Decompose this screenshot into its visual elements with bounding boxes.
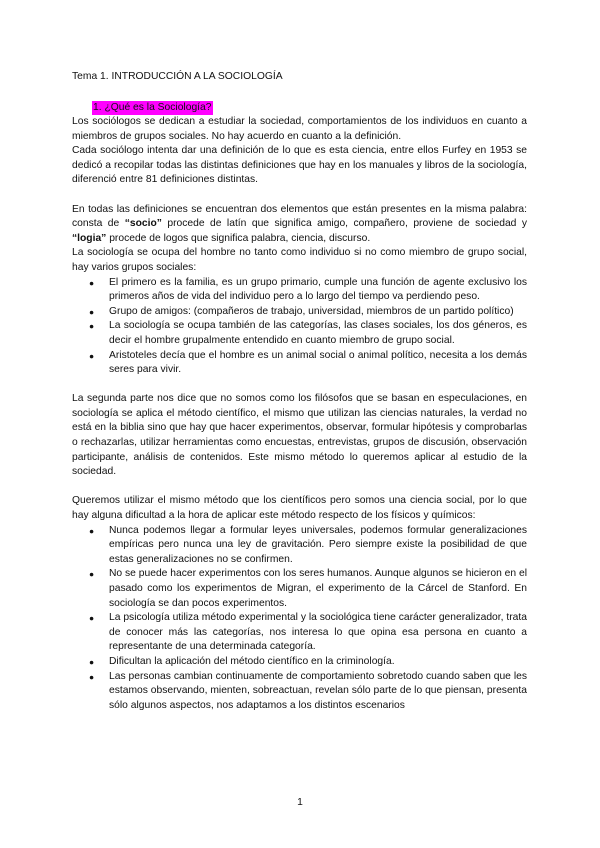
difficulty-list xyxy=(72,524,527,714)
definitions-text: procede de latín que significa amigo, compañero, proviene de sociedad y xyxy=(161,218,527,230)
difficulty-intro: Queremos utilizar el mismo método que los científicos pero somos una ciencia social, por lo que hay alguna dificultad a la hora de aplicar este método respecto de los físicos y químicos: xyxy=(72,495,527,522)
tema-title: Tema 1. INTRODUCCIÓN A LA SOCIOLOGÍA xyxy=(72,71,283,82)
intro-paragraph: Los sociólogos se dedican a estudiar la sociedad, comportamientos de los individuos en cuanto a miembros de grupos sociales. No hay acuerdo en cuanto a la definición. xyxy=(72,116,527,142)
list-item: ● Aristoteles decía que el hombre es un animal social o animal político, necesita a los demás seres para vivir. xyxy=(72,349,527,378)
definitions-paragraph xyxy=(72,203,527,247)
groups-intro: La sociología se ocupa del hombre no tanto como individuo si no como miembro de grupo social, hay varios grupos sociales: xyxy=(72,247,527,273)
intro-paragraph: Cada sociólogo intenta dar una definición de lo que es esta ciencia, entre ellos Furfey en 1953 se dedicó a recopilar todas las distintas definiciones que hay en los manuales y libros de la sociología, diferenció entre 81 definiciones distintas. xyxy=(72,145,527,186)
term-logia: “logia” xyxy=(72,232,107,244)
list-item: ● La psicología utiliza método experimental y la sociológica tiene carácter generalizador, trata de conocer más las categorías, nos interesa lo que opina esa persona en cuanto a representante de una determinada categoría. xyxy=(72,611,527,655)
list-item: ● Grupo de amigos: (compañeros de trabajo, universidad, miembros de un partido político) xyxy=(72,305,527,320)
paragraph-gap xyxy=(72,188,527,203)
term-socio: “socio” xyxy=(124,218,162,230)
list-item: ● No se puede hacer experimentos con los seres humanos. Aunque algunos se hicieron en el pasado como los experimentos de Migran, el experimento de la Cárcel de Stanford. En sociología se dan pocos experimentos. xyxy=(72,567,527,611)
list-item: ● El primero es la familia, es un grupo primario, cumple una función de agente exclusivo los primeros años de vida del individuo pero a lo largo del tiempo va perdiendo peso. xyxy=(72,276,527,305)
definitions-text: En todas las definiciones se encuentran dos elementos que están presentes en la misma palabra: consta de xyxy=(72,203,527,230)
groups-list xyxy=(72,276,527,378)
body-text xyxy=(72,115,527,713)
list-item: ● Nunca podemos llegar a formular leyes universales, podemos formular generalizaciones empíricas pero nunca una ley de gravitación. Pero siempre existe la posibilidad de que estas generalizaciones no se confirmen. xyxy=(72,524,527,568)
method-paragraph: La segunda parte nos dice que no somos como los filósofos que se basan en especulaciones, en sociología se aplica el método científico, el mismo que utilizan las ciencias naturales, la verdad no está en la biblia sino que hay que hacer experimentos, observar, formular hipótesis y comprobarlas o rechazarlas, utilizar herramientas como encuestas, entrevistas, grupos de discusión, observación participante, análisis de contenidos. Este mismo método lo queremos aplicar al estudio de la sociedad. xyxy=(72,393,527,478)
list-item: ● Dificultan la aplicación del método científico en la criminología. xyxy=(72,655,527,670)
section-heading: 1. ¿Qué es la Sociología? xyxy=(93,102,212,113)
paragraph-gap xyxy=(72,378,527,393)
definitions-text: procede de logos que significa palabra, ciencia, discurso. xyxy=(106,232,371,244)
list-item: ● La sociología se ocupa también de las categorías, las clases sociales, los dos géneros, es decir el hombre grupalmente entendido en cuanto miembro de grupo social. xyxy=(72,319,527,348)
page-number: 1 xyxy=(297,797,303,808)
list-item: ● Las personas cambian continuamente de comportamiento sobretodo cuando saben que les estamos observando, mienten, sobreactuan, revelan sólo parte de lo que piensan, presenta sólo algunos aspectos, nos adaptamos a los distintos escenarios xyxy=(72,670,527,714)
paragraph-gap xyxy=(72,480,527,495)
